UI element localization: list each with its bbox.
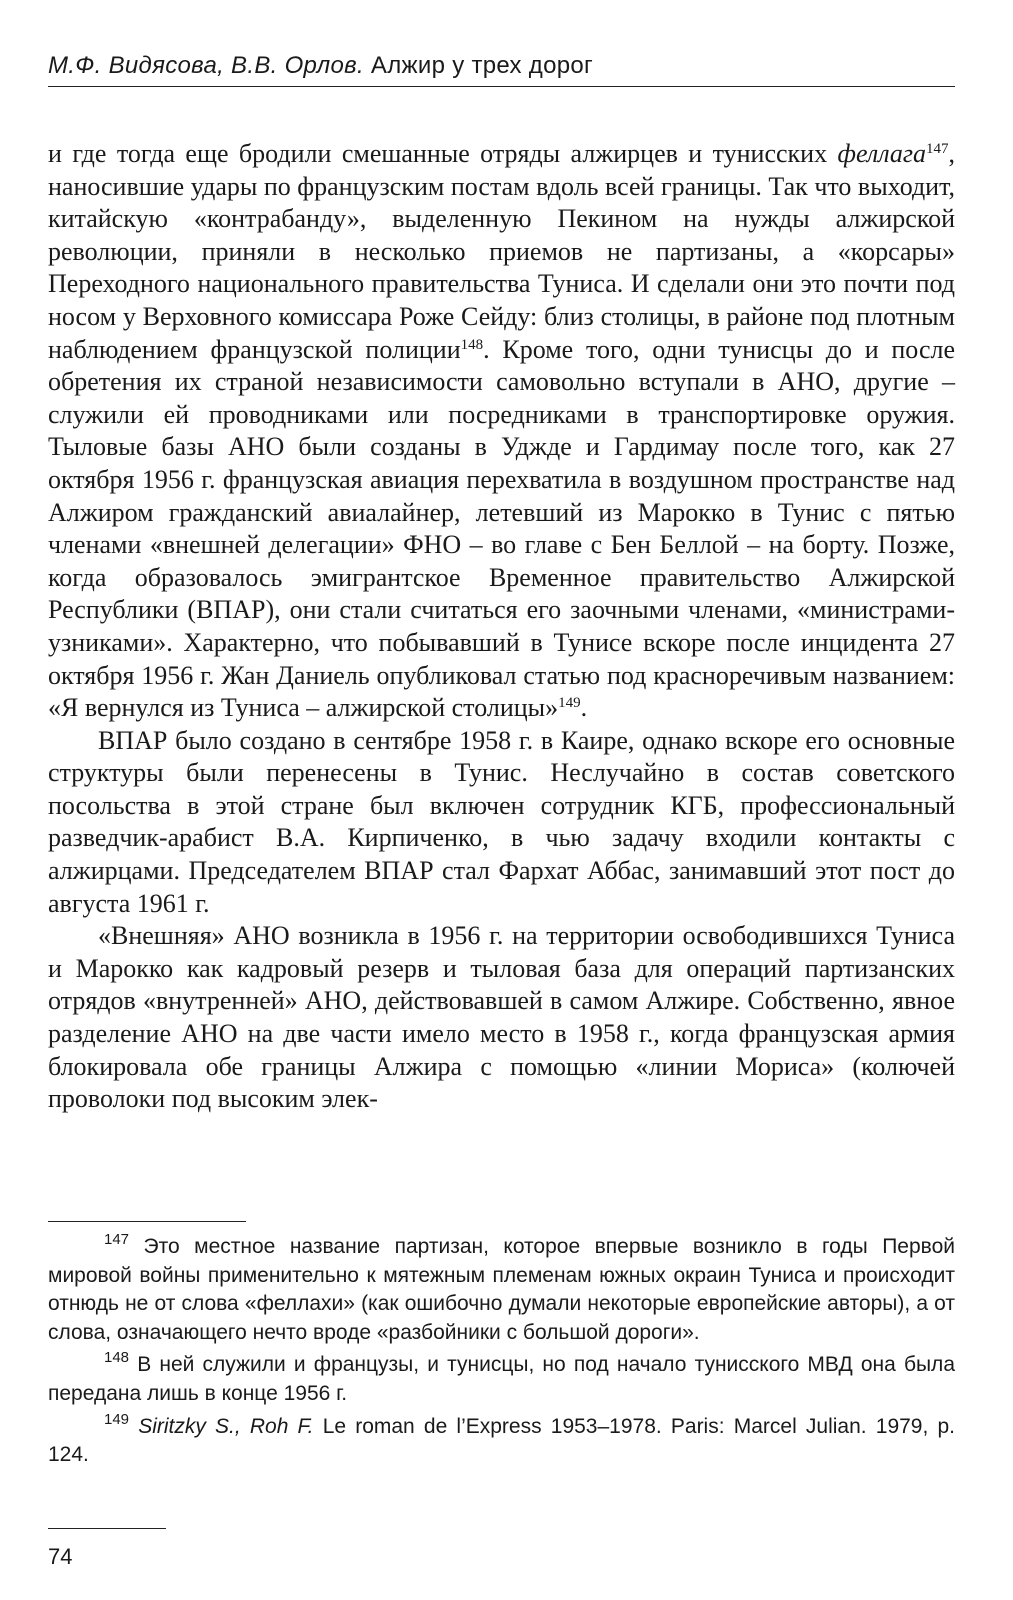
footnote-147	[48, 1233, 955, 1347]
paragraph-1-middle: , наносившие удары по французским постам вдоль всей границы. Так что выходит, китайскую «контрабанду», выделенную Пекином на нужды алжирской революции, приняли в несколько приемов не партизаны, а «корсары» Переходного национального правительства Туниса. И сделали они это почти под носом у Верховного комиссара Роже Сейду: близ столицы, в районе под плотным наблюдением французской полиции	[48, 139, 955, 364]
footnote-ref-148: 148	[460, 336, 484, 353]
footnote-149	[48, 1410, 955, 1470]
running-header	[48, 52, 955, 87]
footnote-ref-149: 149	[558, 695, 581, 712]
paragraph-2: ВПАР было создано в сентябре 1958 г. в Каире, однако вскоре его основные структуры были перенесены в Тунис. Неслучайно в состав советского посольства в этой стране был включен сотрудник КГБ, профессиональный разведчик-арабист В.А. Кирпиченко, в чью задачу входили контакты с алжирцами. Председателем ВПАР стал Фархат Аббас, занимавший этот пост до августа 1961 г.	[48, 725, 955, 918]
footnote-ref-147: 147	[926, 141, 949, 157]
italic-term: феллага	[837, 139, 926, 168]
footnote-number: 148	[104, 1349, 130, 1367]
footnote-number: 147	[104, 1231, 130, 1248]
footnote-text: Le roman de l’Express 1953–1978. Paris: Marcel Julian. 1979, p. 124.	[48, 1414, 955, 1467]
footnotes	[48, 1233, 955, 1474]
page-number-rule	[48, 1528, 166, 1529]
main-text	[48, 138, 955, 1116]
footnote-divider	[48, 1221, 246, 1222]
footnote-number: 149	[104, 1410, 130, 1428]
paragraph-1	[48, 138, 955, 725]
footnote-text: В ней служили и французы, и тунисцы, но под начало тунисского МВД она была передана лишь в конце 1956 г.	[48, 1353, 955, 1405]
footnote-authors: Siritzky S., Roh F.	[138, 1414, 314, 1438]
paragraph-1-start: и где тогда еще бродили смешанные отряды алжирцев и тунисских	[48, 139, 838, 168]
footnote-148	[48, 1351, 955, 1408]
header-title: Алжир у трех дорог	[370, 52, 594, 79]
page-number: 74	[48, 1544, 73, 1569]
paragraph-1-continuation: . Кроме того, одни тунисцы до и после обретения их страной независимости самовольно вступали в АНО, другие – служили ей проводниками или посредниками в транспортировке оружия. Тыловые базы АНО были созданы в Уджде и Гардимау после того, как 27 октября 1956 г. французская авиация перехватила в воздушном пространстве над Алжиром гражданский авиалайнер, летевший из Марокко в Тунис с пятью членами «внешней делегации» ФНО – во главе с Бен Беллой – на борту. Позже, когда образовалось эмигрантское Временное правительство Алжирской Республики (ВПАР), они стали считаться его заочными членами, «министрами-узниками». Характерно, что побывавший в Тунисе вскоре после инцидента 27 октября 1956 г. Жан Даниель опубликовал статью под красноречивым названием: «Я вернулся из Туниса – алжирской столицы»	[48, 334, 956, 723]
footnote-text: Это местное название партизан, которое впервые возникло в годы Первой мировой войны применительно к мятежным племенам южных окраин Туниса и происходит отнюдь не от слова «феллахи» (как ошибочно думали некоторые европейские авторы), а от слова, означающего нечто вроде «разбойники с большой дороги».	[48, 1235, 955, 1344]
paragraph-3: «Внешняя» АНО возникла в 1956 г. на территории освободившихся Туниса и Марокко как кадровый резерв и тыловая база для операций партизанских отрядов «внутренней» АНО, действовавшей в самом Алжире. Собственно, явное разделение АНО на две части имело место в 1958 г., когда французская армия блокировала обе границы Алжира с помощью «линии Мориса» (колючей проволоки под высоким элек-	[48, 921, 955, 1114]
paragraph-1-end: .	[580, 693, 588, 723]
header-authors: М.Ф. Видясова, В.В. Орлов.	[48, 52, 364, 79]
